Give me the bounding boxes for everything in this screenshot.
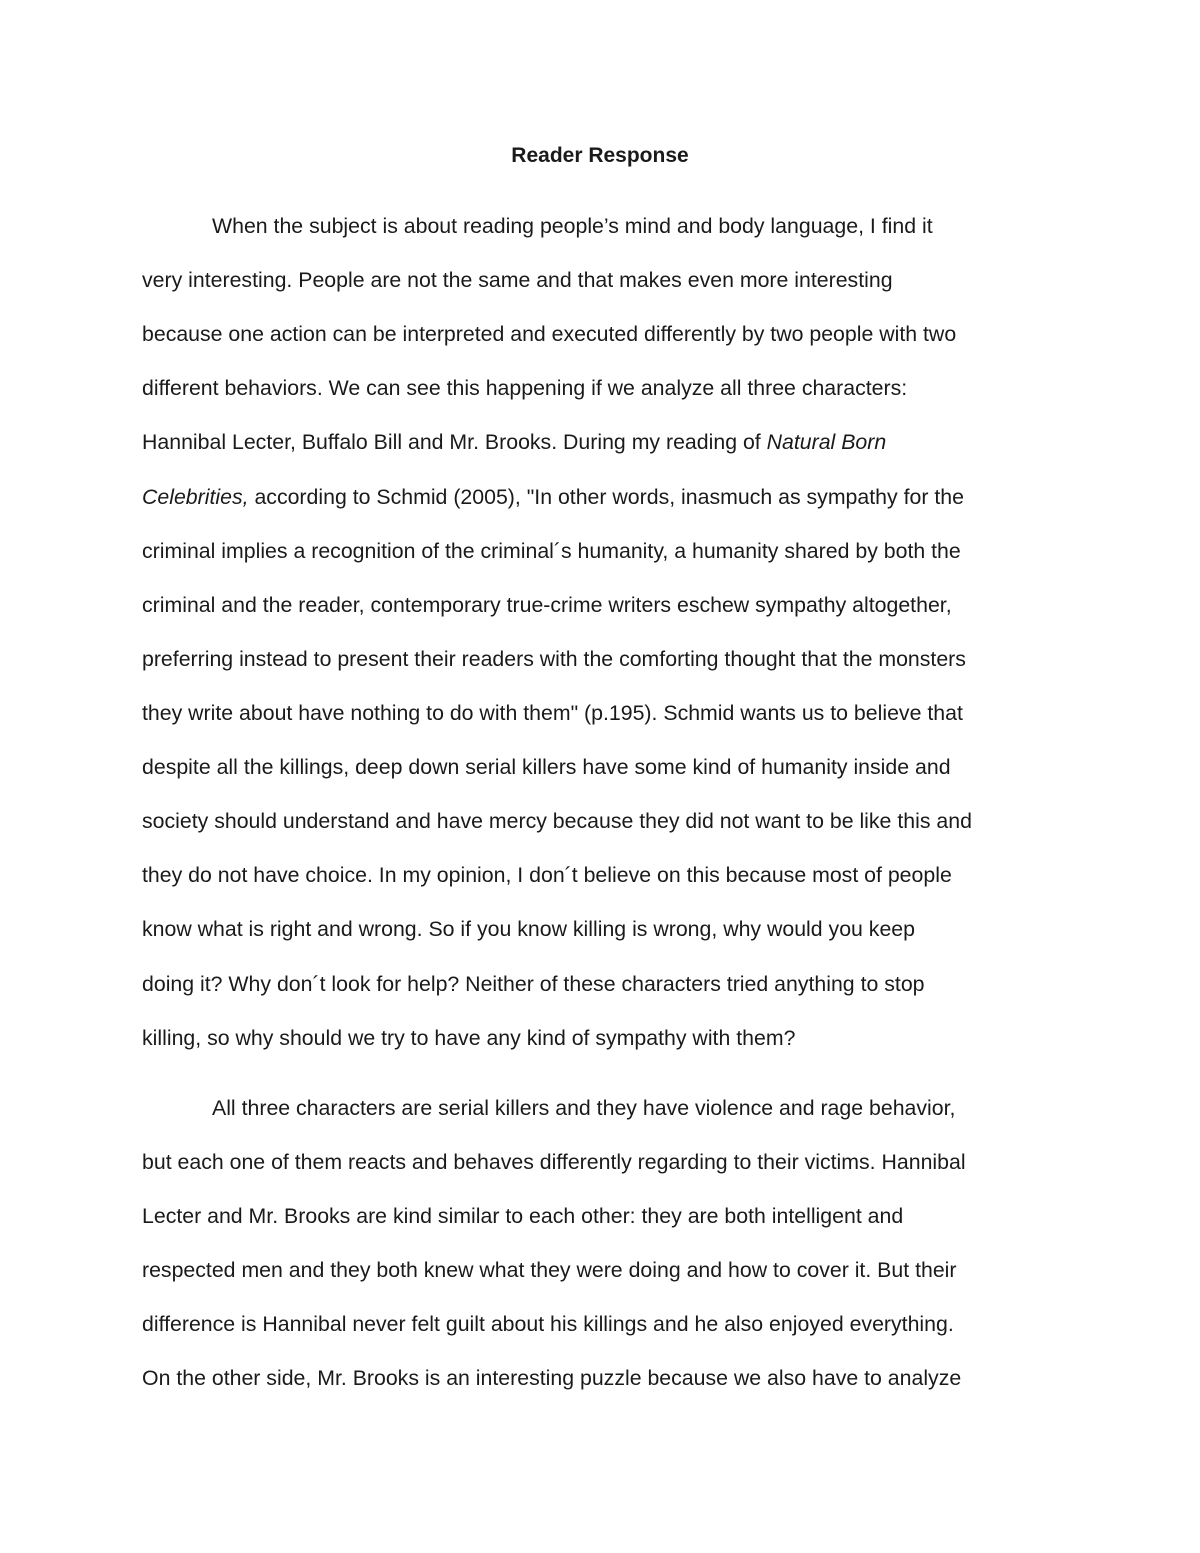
paragraph-1-line-16: killing, so why should we try to have any kind of sympathy with them?	[142, 1026, 796, 1050]
paragraph-1-line-13: they do not have choice. In my opinion, I don´t believe on this because most of people	[142, 863, 952, 887]
book-title-part-1: Natural Born	[766, 430, 887, 454]
paragraph-1-line-8: criminal and the reader, contemporary true-crime writers eschew sympathy altogether,	[142, 593, 952, 617]
paragraph-2-line-3: Lecter and Mr. Brooks are kind similar to each other: they are both intelligent and	[142, 1204, 904, 1228]
paragraph-1-line-2: very interesting. People are not the same and that makes even more interesting	[142, 268, 893, 292]
document-title: Reader Response	[511, 144, 689, 167]
paragraph-1-line-5	[142, 429, 886, 455]
paragraph-1-line-3: because one action can be interpreted and executed differently by two people with two	[142, 322, 957, 346]
paragraph-2-line-5: difference is Hannibal never felt guilt about his killings and he also enjoyed everything.	[142, 1312, 954, 1336]
paragraph-1-line-6	[142, 484, 964, 510]
line-6-text: according to Schmid (2005), "In other words, inasmuch as sympathy for the	[248, 485, 964, 509]
paragraph-2-line-6: On the other side, Mr. Brooks is an interesting puzzle because we also have to analyze	[142, 1366, 962, 1390]
line-5-text: Hannibal Lecter, Buffalo Bill and Mr. Brooks. During my reading of	[142, 430, 767, 454]
paragraph-1-line-11: despite all the killings, deep down serial killers have some kind of humanity inside and	[142, 755, 951, 779]
paragraph-2-line-2: but each one of them reacts and behaves differently regarding to their victims. Hannibal	[142, 1150, 966, 1174]
paragraph-1-line-7: criminal implies a recognition of the criminal´s humanity, a humanity shared by both the	[142, 539, 961, 563]
paragraph-1-line-14: know what is right and wrong. So if you know killing is wrong, why would you keep	[142, 917, 915, 941]
paragraph-1-line-10: they write about have nothing to do with them" (p.195). Schmid wants us to believe that	[142, 701, 963, 725]
book-title-part-2: Celebrities,	[142, 485, 249, 509]
paragraph-1-line-12: society should understand and have mercy because they did not want to be like this and	[142, 809, 972, 833]
paragraph-2-line-1: All three characters are serial killers and they have violence and rage behavior,	[212, 1096, 956, 1120]
paragraph-1-line-15: doing it? Why don´t look for help? Neither of these characters tried anything to stop	[142, 972, 925, 996]
paragraph-2-line-4: respected men and they both knew what they were doing and how to cover it. But their	[142, 1258, 957, 1282]
paragraph-1-line-9: preferring instead to present their readers with the comforting thought that the monsters	[142, 647, 966, 671]
paragraph-1-line-1: When the subject is about reading people’s mind and body language, I find it	[212, 214, 933, 238]
paragraph-1-line-4: different behaviors. We can see this happening if we analyze all three characters:	[142, 376, 908, 400]
